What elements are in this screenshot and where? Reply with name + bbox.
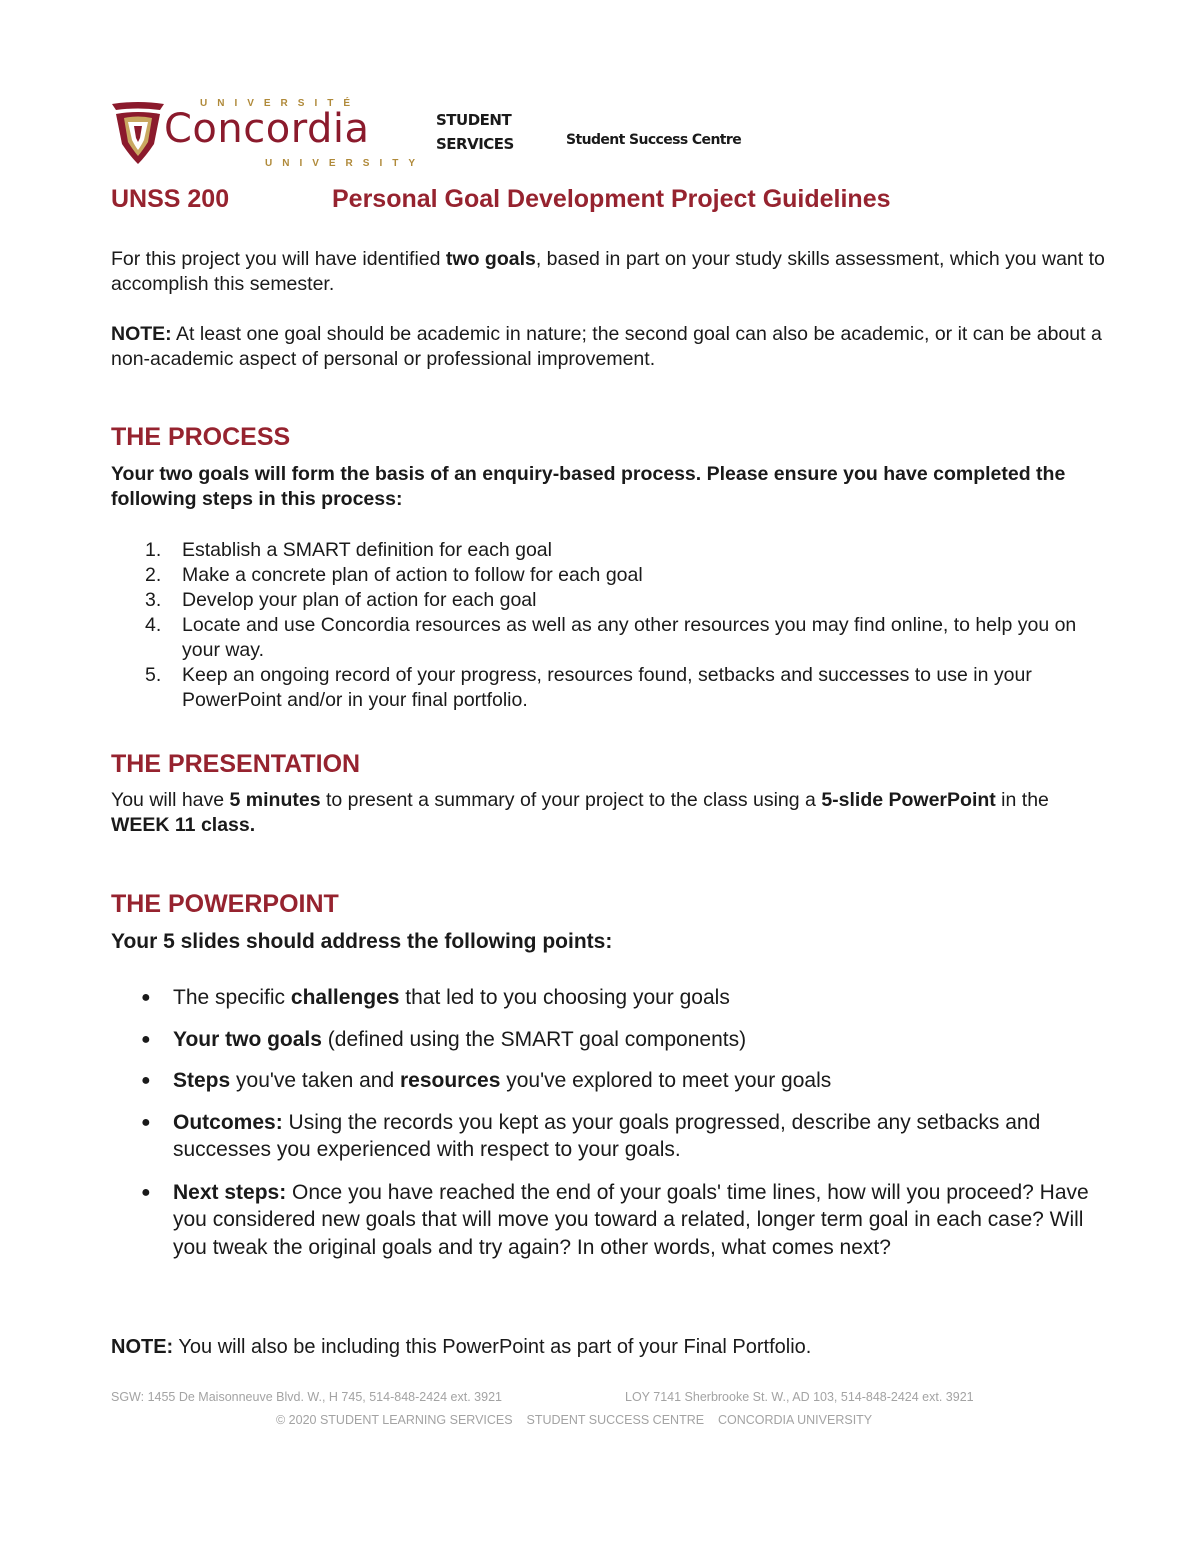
presentation-paragraph: [111, 788, 1111, 838]
powerpoint-point: [111, 984, 1111, 1012]
step-number: 1.: [145, 539, 162, 561]
intro-note: [111, 322, 1111, 372]
point-text: The specific: [173, 986, 291, 1009]
intro-text-end: , based in part on your study skills assessment, which you want to accomplish this semester.: [111, 248, 1105, 295]
logo-wordmark: Concordia: [164, 106, 370, 152]
presentation-text: in the: [995, 789, 1049, 811]
step-number: 2.: [145, 564, 162, 586]
point-text: Once you have reached the end of your goals' time lines, how will you proceed? Have you considered new goals that will move you toward a related, longer term goal in each case? Will you tweak the original goals and try again? In other words, what comes next?: [173, 1180, 1089, 1259]
point-text: that led to you choosing your goals: [399, 986, 730, 1009]
note-label: NOTE:: [111, 323, 172, 345]
bullet-icon: ●: [141, 1113, 151, 1131]
powerpoint-point: [111, 1026, 1111, 1054]
presentation-heading: THE PRESENTATION: [111, 750, 361, 778]
step-text: Locate and use Concordia resources as well as any other resources you may find online, to help you on your way.: [182, 614, 1077, 661]
step-text: Establish a SMART definition for each goal: [182, 539, 552, 561]
bullet-icon: ●: [141, 1072, 151, 1089]
logo-university-text: UNIVERSITY: [265, 158, 426, 169]
powerpoint-point: [111, 1179, 1111, 1262]
letterhead: [110, 96, 810, 176]
presentation-bold: 5 minutes: [229, 789, 321, 811]
intro-text: For this project you will have identified: [111, 248, 446, 270]
intro-paragraph: [111, 247, 1111, 297]
point-text: Using the records you kept as your goals progressed, describe any setbacks and successes you experienced with respect to your goals.: [173, 1110, 1041, 1161]
intro-bold: two goals: [445, 248, 536, 270]
student-services-label: [436, 108, 546, 156]
process-step: [111, 563, 1111, 588]
point-text: (defined using the SMART goal components): [321, 1027, 747, 1051]
point-text: you've taken and: [230, 1069, 400, 1092]
footer-sgw-address: SGW: 1455 De Maisonneuve Blvd. W., H 745, 514-848-2424 ext. 3921: [111, 1390, 502, 1404]
note-text: You will also be including this PowerPoint as part of your Final Portfolio.: [173, 1336, 812, 1358]
note-text: At least one goal should be academic in nature; the second goal can also be academic, or it can be about a non-academic aspect of personal or professional improvement.: [111, 323, 1102, 370]
point-bold: resources: [399, 1069, 501, 1092]
step-text: Make a concrete plan of action to follow for each goal: [182, 564, 643, 586]
process-steps-list: [111, 538, 1111, 713]
point-bold: Your two goals: [173, 1027, 322, 1051]
footer-loy-address: LOY 7141 Sherbrooke St. W., AD 103, 514-848-2424 ext. 3921: [625, 1390, 974, 1404]
process-lead: Your two goals will form the basis of an enquiry-based process. Please ensure you have completed the following steps in this process:: [111, 463, 1066, 510]
logo-universite-text: UNIVERSITÉ: [200, 98, 361, 109]
process-step: [111, 613, 1111, 663]
process-step: [111, 588, 1111, 613]
footer-copyright: © 2020 STUDENT LEARNING SERVICES STUDENT SUCCESS CENTRE CONCORDIA UNIVERSITY: [276, 1413, 873, 1427]
presentation-text: You will have: [111, 789, 230, 811]
student-services-line2: SERVICES: [436, 135, 514, 153]
powerpoint-points-list: [111, 984, 1111, 1261]
concordia-logo: [110, 96, 426, 172]
step-number: 4.: [145, 614, 162, 636]
process-step: [111, 538, 1111, 563]
concordia-shield-icon: [110, 100, 166, 166]
bullet-icon: ●: [141, 1030, 151, 1048]
process-step: [111, 663, 1111, 713]
student-services-line1: STUDENT: [436, 111, 512, 129]
powerpoint-point: [111, 1109, 1111, 1164]
powerpoint-note: [111, 1335, 1111, 1360]
presentation-bold: 5-slide PowerPoint: [821, 789, 996, 811]
point-bold: Next steps:: [173, 1180, 287, 1204]
powerpoint-point: [111, 1067, 1111, 1095]
point-text: you've explored to meet your goals: [500, 1069, 832, 1092]
process-heading: THE PROCESS: [111, 423, 291, 451]
point-bold: Steps: [173, 1069, 231, 1092]
step-number: 3.: [145, 589, 162, 611]
point-bold: Outcomes:: [173, 1110, 283, 1134]
presentation-bold: WEEK 11 class.: [111, 814, 256, 836]
note-label: NOTE:: [111, 1336, 174, 1358]
course-code: UNSS 200: [111, 185, 230, 213]
bullet-icon: ●: [141, 1183, 151, 1201]
document-name: Personal Goal Development Project Guidelines: [332, 185, 891, 213]
powerpoint-lead: Your 5 slides should address the following points:: [111, 930, 613, 953]
step-text: Keep an ongoing record of your progress, resources found, setbacks and successes to use in your PowerPoint and/or in your final portfolio.: [182, 664, 1032, 711]
presentation-text: to present a summary of your project to the class using a: [320, 789, 822, 811]
point-bold: challenges: [290, 986, 400, 1009]
step-text: Develop your plan of action for each goal: [182, 589, 537, 611]
success-centre-label: Student Success Centre: [566, 132, 742, 148]
step-number: 5.: [145, 664, 162, 686]
bullet-icon: ●: [141, 989, 151, 1006]
powerpoint-heading: THE POWERPOINT: [111, 890, 339, 918]
